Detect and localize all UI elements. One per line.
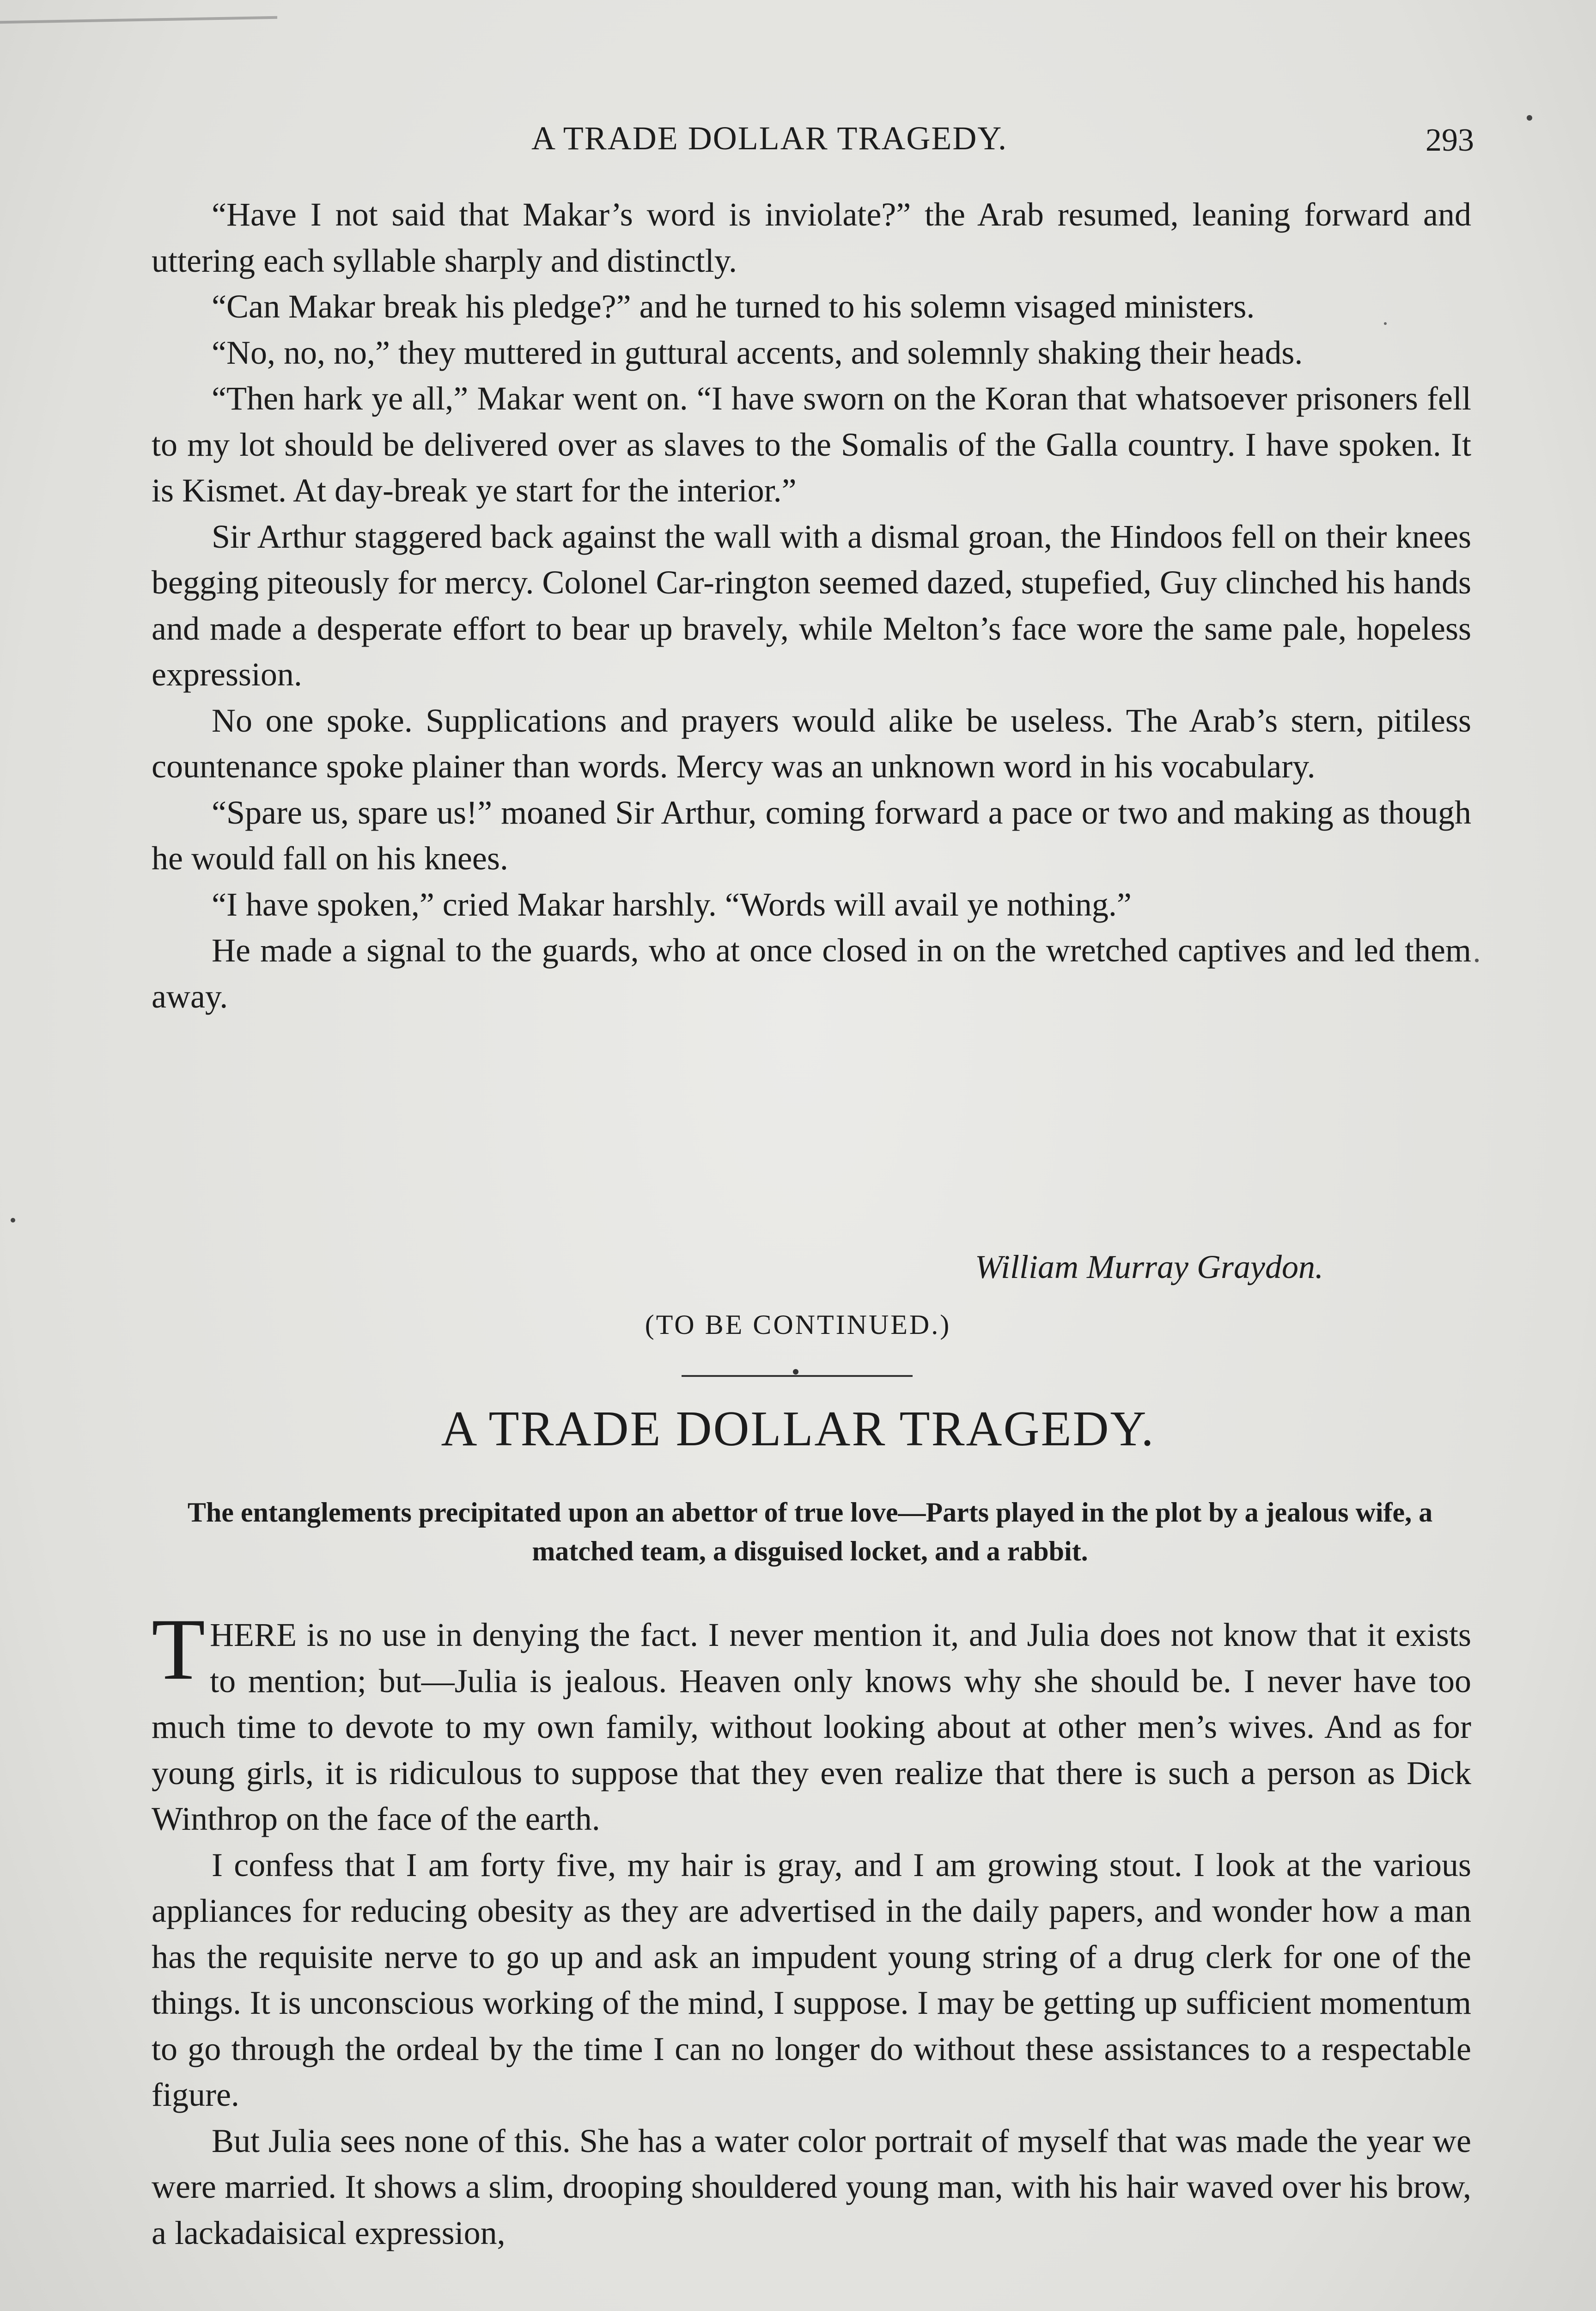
first-paragraph-text: HERE is no use in denying the fact. I never mention it, and Julia does not know that it exists to mention; but—Julia is jealous. Heaven only knows why she should be. I never have too much time to devote to my own family, without looking about at other men’s wives. And as for young girls, it is ridiculous to suppose that they even realize that there is such a person as Dick Winthrop on the face of the earth. (152, 1616, 1471, 1837)
article-title: A TRADE DOLLAR TRAGEDY. (441, 1401, 1155, 1456)
page-number: 293 (1425, 122, 1474, 158)
drop-cap: T (152, 1601, 206, 1698)
paragraph: He made a signal to the guards, who at once closed in on the wretched captives and led them away. (152, 932, 1471, 1015)
paragraph: “Then hark ye all,” Makar went on. “I have sworn on the Koran that whatsoever prisoners fell to my lot should be delivered over as slaves to the Somalis of the Galla country. I have spoken. It is Kismet. At day-break ye start for the interior.” (152, 380, 1471, 509)
paragraph: “Spare us, spare us!” moaned Sir Arthur, coming forward a pace or two and making as though he would fall on his knees. (152, 794, 1471, 877)
paragraph: I confess that I am forty five, my hair is gray, and I am growing stout. I look at the various appliances for reducing obesity as they are advertised in the daily papers, and wonder how a man has the requisite nerve to go up and ask an impudent young string of a drug clerk for one of the things. It is unconscious working of the mind, I suppose. I may be getting up sufficient momentum to go through the ordeal by the time I can no longer do without these assistances to a respectable figure. (152, 1846, 1471, 2113)
paragraph: “I have spoken,” cried Makar harshly. “Words will avail ye nothing.” (212, 886, 1132, 923)
article-subtitle: The entanglements precipitated upon an abettor of true love—Parts played in the plot by a jealous wife, a matched team, a disguised locket, and a rabbit. (187, 1497, 1433, 1566)
to-be-continued: (TO BE CONTINUED.) (645, 1309, 951, 1340)
author-signature: William Murray Graydon. (975, 1248, 1323, 1285)
paragraph: But Julia sees none of this. She has a water color portrait of myself that was made the year we were married. It shows a slim, drooping shouldered young man, with his hair waved over his brow, a lackadaisical expression, (152, 2122, 1471, 2251)
paragraph: “No, no, no,” they muttered in guttural accents, and solemnly shaking their heads. (212, 334, 1303, 371)
paragraph: “Can Makar break his pledge?” and he turned to his solemn visaged ministers. (212, 288, 1255, 325)
paragraph: Sir Arthur staggered back against the wall with a dismal groan, the Hindoos fell on their knees begging piteously for mercy. Colonel Car-rington seemed dazed, stupefied, Guy clinched his hands and made a desperate effort to bear up bravely, while Melton’s face wore the same pale, hopeless expression. (152, 518, 1471, 693)
paragraph: “Have I not said that Makar’s word is inviolate?” the Arab resumed, leaning forward and uttering each syllable sharply and distinctly. (152, 196, 1471, 279)
paragraph: No one spoke. Supplications and prayers would alike be useless. The Arab’s stern, pitiless countenance spoke plainer than words. Mercy was an unknown word in his vocabulary. (152, 702, 1471, 785)
running-head: A TRADE DOLLAR TRAGEDY. (531, 120, 1008, 157)
